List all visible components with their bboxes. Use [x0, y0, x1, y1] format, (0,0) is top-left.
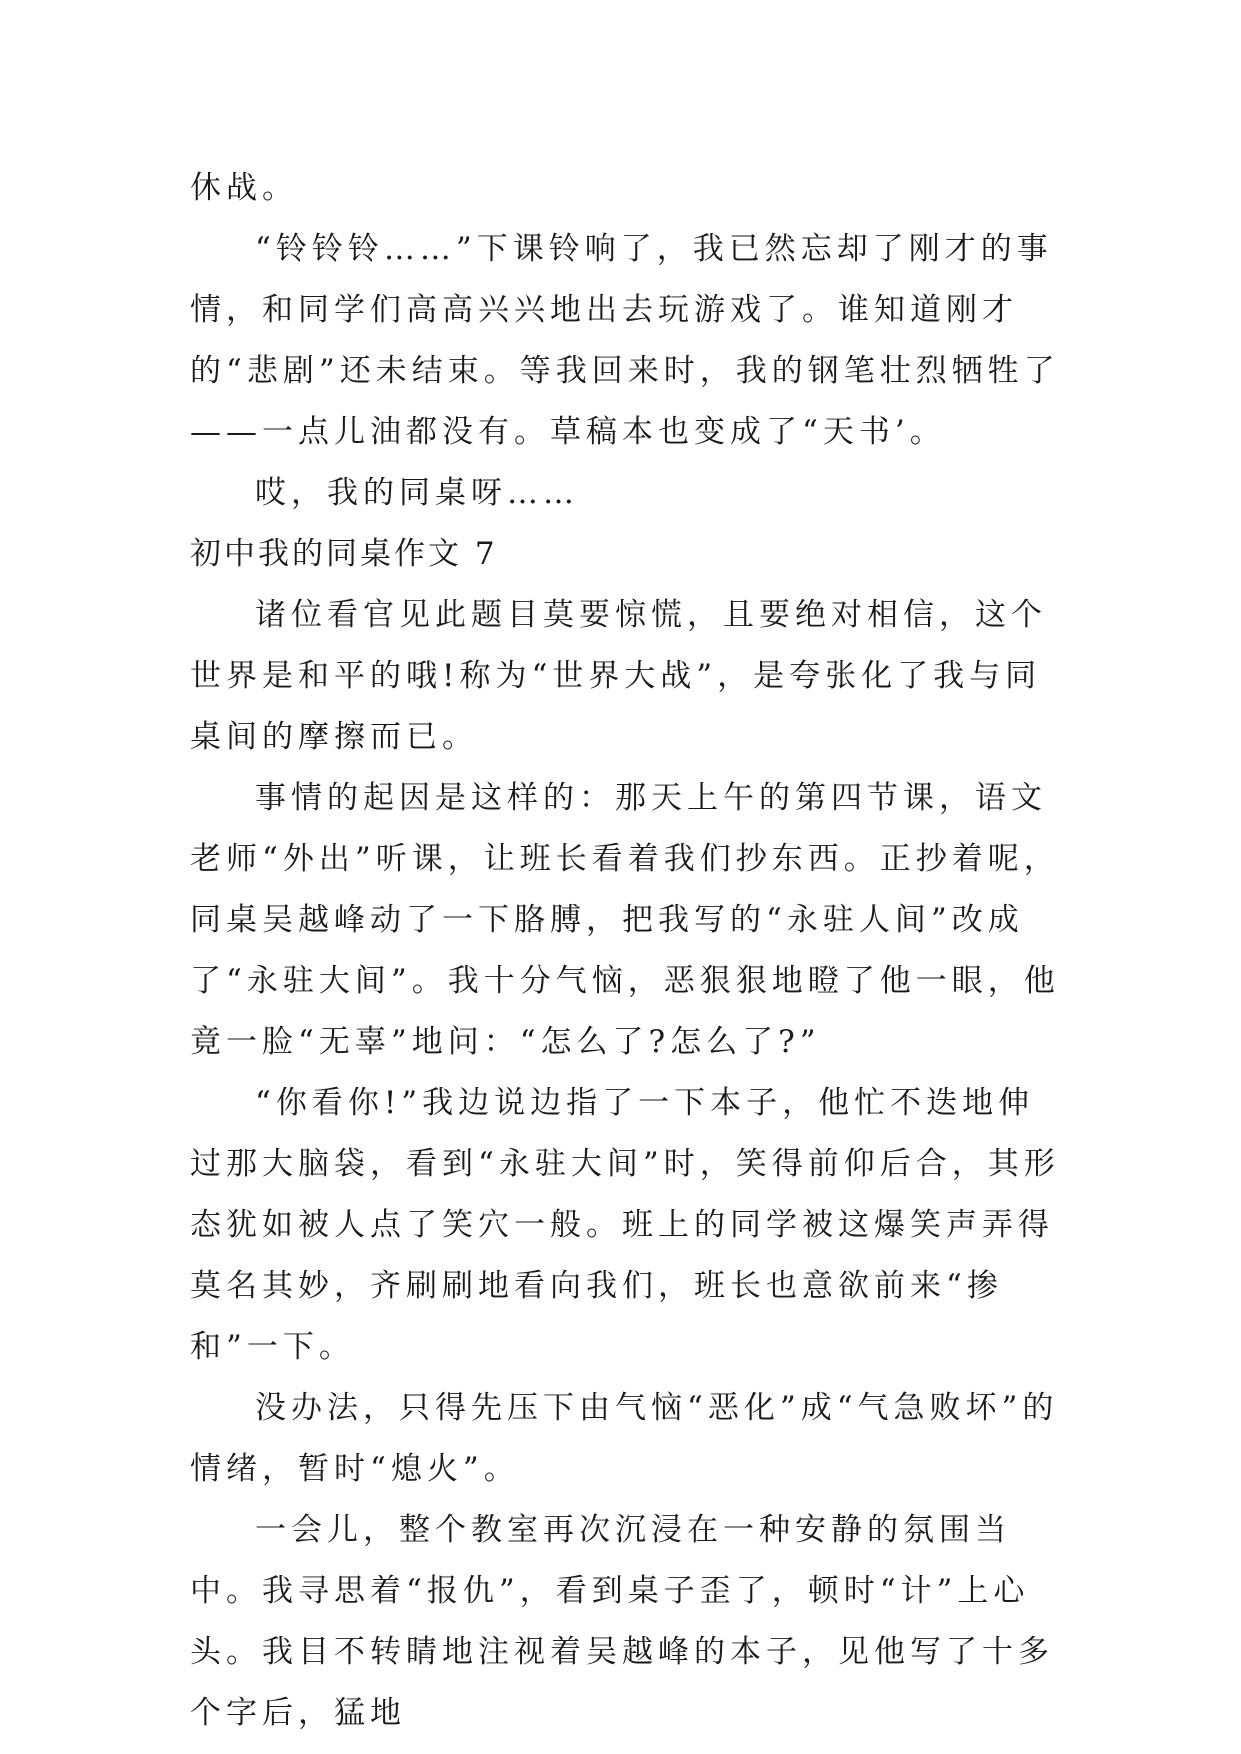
paragraph: “你看你!”我边说边指了一下本子，他忙不迭地伸过那大脑袋，看到“永驻大间”时，笑得前仰后合，其形态犹如被人点了笑穴一般。班上的同学被这爆笑声弄得莫名其妙，齐刷刷地看向我们，班长也意欲前来“掺和”一下。: [190, 1085, 1060, 1365]
paragraph: 没办法，只得先压下由气恼“恶化”成“气急败坏”的情绪，暂时“熄火”。: [190, 1390, 1059, 1487]
paragraph: 哎，我的同桌呀……: [255, 475, 579, 511]
paragraph: 休战。: [190, 170, 298, 206]
paragraph: 一会儿，整个教室再次沉浸在一种安静的氛围当中。我寻思着“报仇”，看到桌子歪了，顿时“计”上心头。我目不转睛地注视着吴越峰的本子，见他写了十多个字后，猛地: [190, 1512, 1054, 1731]
document-body: [190, 158, 1060, 1744]
section-heading: 初中我的同桌作文 7: [190, 536, 498, 572]
paragraph: 事情的起因是这样的：那天上午的第四节课，语文老师“外出”听课，让班长看着我们抄东西。正抄着呢，同桌吴越峰动了一下胳膊，把我写的“永驻人间”改成了“永驻大间”。我十分气恼，恶狠狠地瞪了他一眼，他竟一脸“无辜”地问：“怎么了?怎么了?”: [190, 780, 1060, 1060]
paragraph: 诸位看官见此题目莫要惊慌，且要绝对相信，这个世界是和平的哦!称为“世界大战”，是夸张化了我与同桌间的摩擦而已。: [190, 597, 1047, 755]
paragraph: “铃铃铃……”下课铃响了，我已然忘却了刚才的事情，和同学们高高兴兴地出去玩游戏了。谁知道刚才的“悲剧”还未结束。等我回来时，我的钢笔壮烈牺牲了——一点儿油都没有。草稿本也变成了“天书’。: [190, 231, 1060, 450]
